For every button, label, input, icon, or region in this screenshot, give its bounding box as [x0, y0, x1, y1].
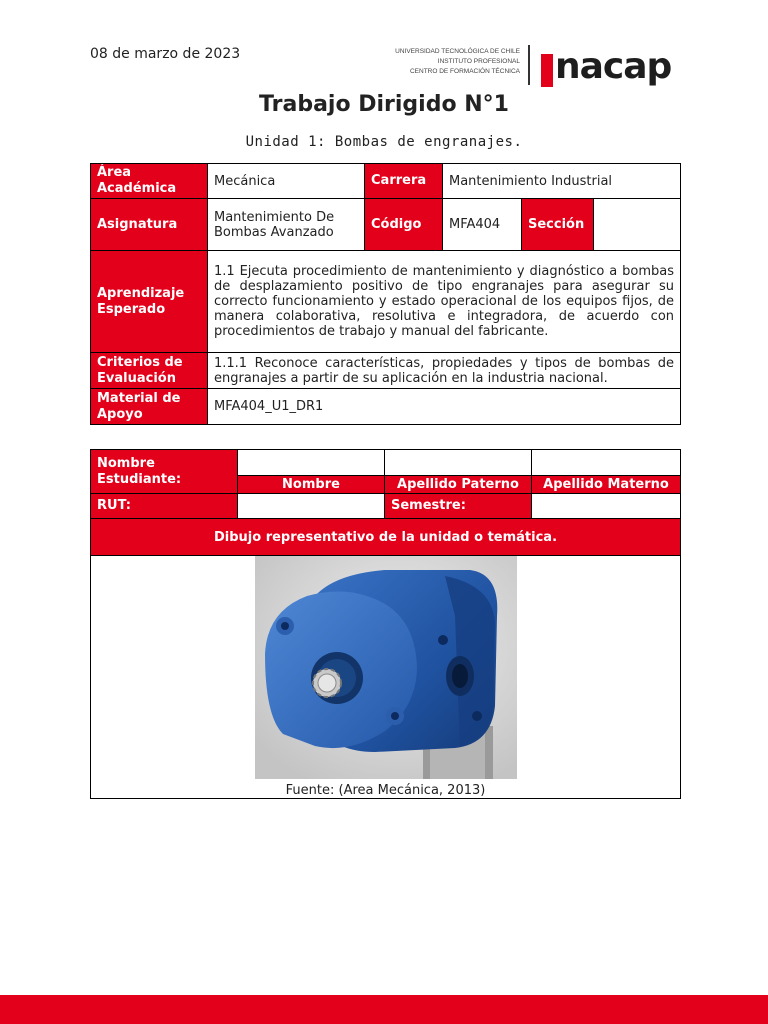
material-value: MFA404_U1_DR1	[208, 389, 681, 425]
semestre-input[interactable]	[532, 494, 681, 519]
criterios-value: 1.1.1 Reconoce características, propiedades y tipos de bombas de engranajes a partir de su aplicación en la industria nacional.	[208, 353, 681, 389]
logo-text: nacap	[555, 46, 672, 87]
course-info-table	[90, 163, 681, 425]
image-caption: Fuente: (Area Mecánica, 2013)	[285, 783, 486, 798]
rut-input[interactable]	[238, 494, 385, 519]
table-row	[91, 389, 681, 425]
institution-line: INSTITUTO PROFESIONAL	[437, 58, 520, 65]
table-row	[91, 251, 681, 353]
apellido-paterno-input[interactable]	[385, 450, 532, 476]
seccion-value	[594, 199, 681, 251]
page-title: Trabajo Dirigido N°1	[259, 92, 509, 117]
drawing-cell	[91, 556, 681, 799]
asignatura-label: Asignatura	[91, 199, 208, 251]
table-row	[91, 519, 681, 556]
footer-bar	[0, 995, 768, 1024]
gear-pump-illustration	[255, 556, 517, 779]
institution-line: UNIVERSIDAD TECNOLÓGICA DE CHILE	[395, 48, 520, 55]
apellido-materno-input[interactable]	[532, 450, 681, 476]
nombre-column-label: Nombre	[238, 476, 385, 494]
drawing-header: Dibujo representativo de la unidad o temática.	[91, 519, 681, 556]
aprendizaje-label: Aprendizaje Esperado	[91, 251, 208, 353]
codigo-label: Código	[365, 199, 443, 251]
asignatura-value: Mantenimiento De Bombas Avanzado	[208, 199, 365, 251]
gear-shaft-icon	[313, 669, 341, 697]
rut-label: RUT:	[91, 494, 238, 519]
apellido-materno-column-label: Apellido Materno	[532, 476, 681, 494]
area-value: Mecánica	[208, 164, 365, 199]
material-label: Material de Apoyo	[91, 389, 208, 425]
document-date: 08 de marzo de 2023	[90, 46, 241, 62]
table-row	[91, 494, 681, 519]
nombre-estudiante-label: Nombre Estudiante:	[91, 450, 238, 494]
nombre-input[interactable]	[238, 450, 385, 476]
institution-names	[368, 47, 520, 77]
gear-pump-image	[255, 556, 517, 779]
table-row	[91, 450, 681, 476]
area-label: Área Académica	[91, 164, 208, 199]
table-row	[91, 556, 681, 799]
table-row	[91, 164, 681, 199]
table-row	[91, 353, 681, 389]
codigo-value: MFA404	[443, 199, 522, 251]
carrera-value: Mantenimiento Industrial	[443, 164, 681, 199]
student-info-table	[90, 449, 681, 799]
seccion-label: Sección	[522, 199, 594, 251]
apellido-paterno-column-label: Apellido Paterno	[385, 476, 532, 494]
inacap-logo	[541, 47, 671, 87]
carrera-label: Carrera	[365, 164, 443, 199]
criterios-label: Criterios de Evaluación	[91, 353, 208, 389]
logo-divider	[528, 45, 530, 85]
table-row	[91, 199, 681, 251]
logo-mark	[541, 54, 553, 87]
aprendizaje-value: 1.1 Ejecuta procedimiento de mantenimiento y diagnóstico a bombas de desplazamiento positivo de tipo engranajes para asegurar su correcto funcionamiento y estado operacional de los equipos fijos, de manera colaborativa, resolutiva e integradora, de acuerdo con procedimientos de trabajo y manual del fabricante.	[208, 251, 681, 353]
semestre-label: Semestre:	[385, 494, 532, 519]
institution-line: CENTRO DE FORMACIÓN TÉCNICA	[409, 68, 520, 75]
page-subtitle: Unidad 1: Bombas de engranajes.	[245, 134, 523, 150]
